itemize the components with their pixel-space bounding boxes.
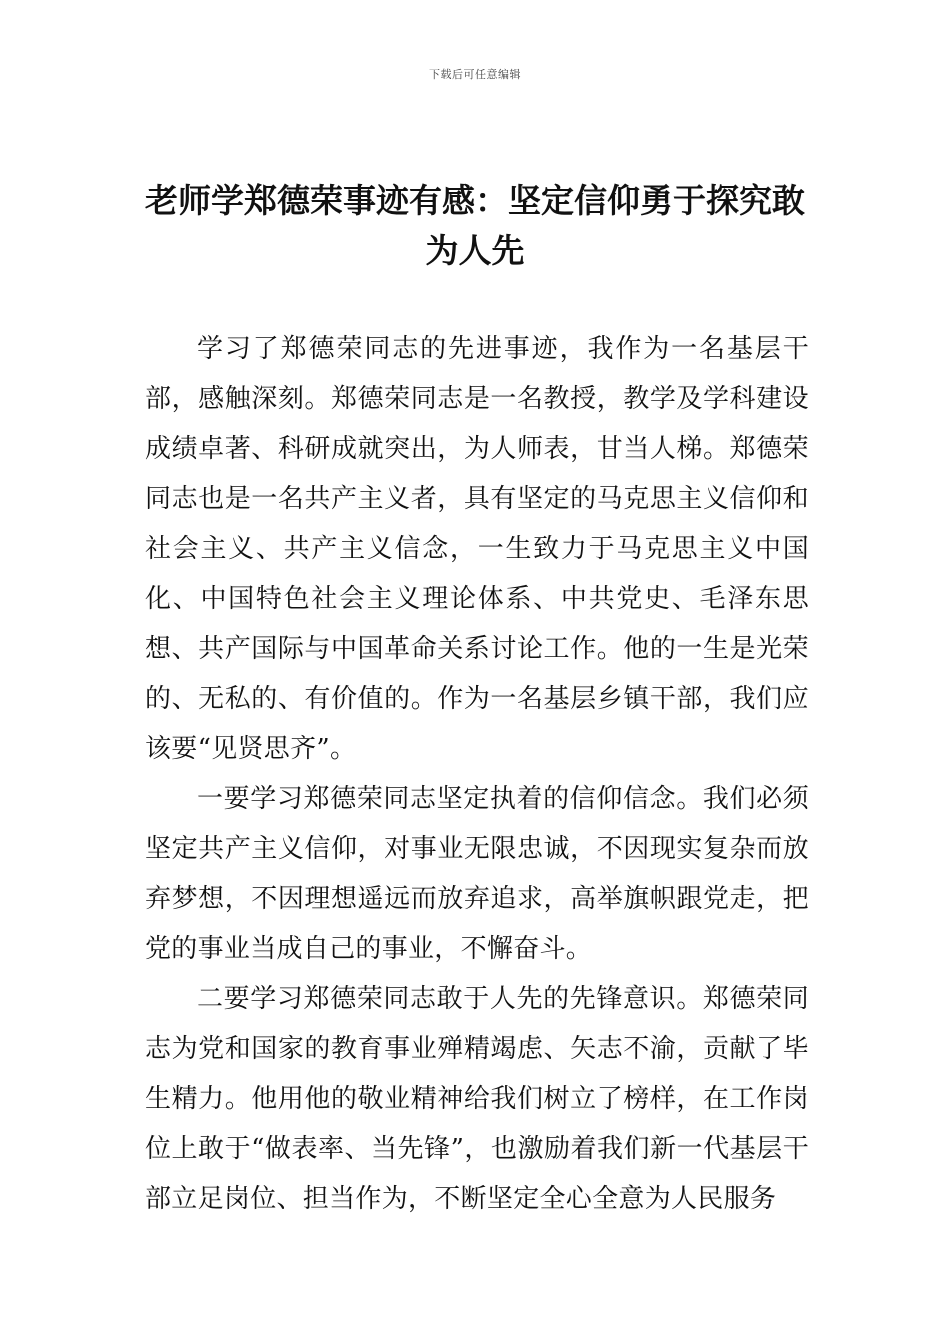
paragraph-3: 二要学习郑德荣同志敢于人先的先锋意识。郑德荣同志为党和国家的教育事业殚精竭虑、矢志不渝，贡献了毕生精力。他用他的敬业精神给我们树立了榜样，在工作岗位上敢于“做表率、当先锋”，也激励着我们新一代基层干部立足岗位、担当作为，不断坚定全心全意为人民服务 (145, 984, 809, 1214)
paragraph-1: 学习了郑德荣同志的先进事迹，我作为一名基层干部，感触深刻。郑德荣同志是一名教授，教学及学科建设成绩卓著、科研成就突出，为人师表，甘当人梯。郑德荣同志也是一名共产主义者，具有坚定的马克思主义信仰和社会主义、共产主义信念，一生致力于马克思主义中国化、中国特色社会主义理论体系、中共党史、毛泽东思想、共产国际与中国革命关系讨论工作。他的一生是光荣的、无私的、有价值的。作为一名基层乡镇干部，我们应该要“见贤思齐”。 (145, 334, 809, 764)
document-title: 老师学郑德荣事迹有感：坚定信仰勇于探究敢为人先 (145, 181, 805, 270)
header-note: 下载后可任意编辑 (429, 68, 521, 81)
paragraph-2: 一要学习郑德荣同志坚定执着的信仰信念。我们必须坚定共产主义信仰，对事业无限忠诚，不因现实复杂而放弃梦想，不因理想遥远而放弃追求，高举旗帜跟党走，把党的事业当成自己的事业，不懈奋斗。 (145, 784, 809, 964)
document-body (145, 324, 809, 1224)
